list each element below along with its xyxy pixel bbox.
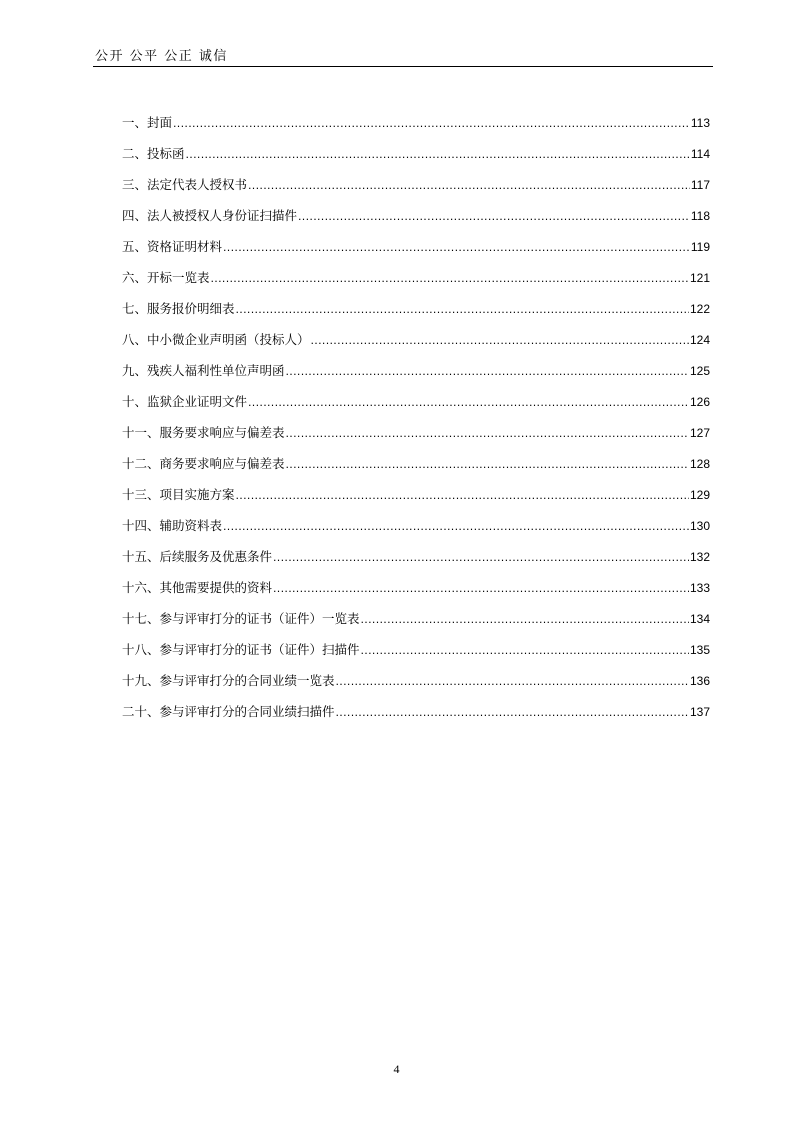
- toc-entry[interactable]: [122, 505, 710, 536]
- toc-entry-page: 137: [689, 705, 710, 719]
- toc-entry-page: 113: [690, 116, 710, 130]
- toc-entry-page: 126: [689, 395, 710, 409]
- toc-dot-leader: [298, 208, 690, 226]
- toc-entry[interactable]: [122, 567, 710, 598]
- toc-entry[interactable]: [122, 102, 710, 133]
- toc-entry-title: 十五、后续服务及优惠条件: [122, 549, 273, 564]
- toc-dot-leader: [273, 580, 689, 598]
- toc-entry-page: 133: [689, 581, 710, 595]
- toc-entry[interactable]: [122, 443, 710, 474]
- toc-entry[interactable]: [122, 660, 710, 691]
- toc-entry[interactable]: [122, 629, 710, 660]
- toc-entry-page: 135: [689, 643, 710, 657]
- toc-dot-leader: [248, 394, 689, 412]
- toc-entry[interactable]: [122, 226, 710, 257]
- toc-dot-leader: [236, 301, 689, 319]
- toc-entry-page: 122: [689, 302, 710, 316]
- toc-dot-leader: [223, 518, 689, 536]
- toc-entry-title: 十三、项目实施方案: [122, 487, 235, 502]
- toc-dot-leader: [336, 704, 689, 722]
- toc-entry-title: 十七、参与评审打分的证书（证件）一览表: [122, 611, 360, 626]
- toc-entry-page: 132: [689, 550, 710, 564]
- toc-entry-title: 十一、服务要求响应与偏差表: [122, 425, 285, 440]
- toc-entry-page: 114: [690, 147, 710, 161]
- toc-entry-title: 十八、参与评审打分的证书（证件）扫描件: [122, 642, 360, 657]
- table-of-contents: [122, 102, 710, 722]
- toc-dot-leader: [286, 425, 689, 443]
- toc-entry-title: 五、资格证明材料: [122, 239, 223, 254]
- toc-entry-page: 125: [689, 364, 710, 378]
- toc-entry-title: 九、残疾人福利性单位声明函: [122, 363, 285, 378]
- toc-entry[interactable]: [122, 412, 710, 443]
- page-number: 4: [393, 1062, 400, 1076]
- toc-entry-page: 124: [689, 333, 710, 347]
- toc-entry-title: 二十、参与评审打分的合同业绩扫描件: [122, 704, 335, 719]
- toc-entry-title: 八、中小微企业声明函（投标人）: [122, 332, 310, 347]
- toc-dot-leader: [211, 270, 689, 288]
- toc-entry-page: 127: [689, 426, 710, 440]
- toc-entry-page: 129: [689, 488, 710, 502]
- toc-dot-leader: [361, 642, 689, 660]
- toc-dot-leader: [223, 239, 690, 257]
- toc-entry-title: 十二、商务要求响应与偏差表: [122, 456, 285, 471]
- toc-entry[interactable]: [122, 257, 710, 288]
- toc-entry[interactable]: [122, 536, 710, 567]
- toc-dot-leader: [236, 487, 689, 505]
- toc-entry[interactable]: [122, 474, 710, 505]
- toc-entry-page: 121: [689, 271, 710, 285]
- toc-entry-title: 四、法人被授权人身份证扫描件: [122, 208, 298, 223]
- toc-entry-title: 十四、辅助资料表: [122, 518, 223, 533]
- toc-entry[interactable]: [122, 164, 710, 195]
- toc-entry[interactable]: [122, 691, 710, 722]
- toc-entry[interactable]: [122, 288, 710, 319]
- toc-entry-title: 十、监狱企业证明文件: [122, 394, 248, 409]
- toc-dot-leader: [311, 332, 689, 350]
- page-header: [93, 44, 713, 67]
- toc-entry-page: 119: [690, 240, 710, 254]
- toc-entry[interactable]: [122, 319, 710, 350]
- toc-dot-leader: [173, 115, 690, 133]
- toc-entry[interactable]: [122, 350, 710, 381]
- toc-entry-title: 七、服务报价明细表: [122, 301, 235, 316]
- toc-dot-leader: [186, 146, 690, 164]
- toc-entry-title: 十九、参与评审打分的合同业绩一览表: [122, 673, 335, 688]
- toc-dot-leader: [336, 673, 689, 691]
- toc-entry-page: 130: [689, 519, 710, 533]
- toc-entry-page: 136: [689, 674, 710, 688]
- header-motto: 公开 公平 公正 诚信: [95, 49, 228, 64]
- toc-entry-title: 十六、其他需要提供的资料: [122, 580, 273, 595]
- toc-entry-title: 六、开标一览表: [122, 270, 210, 285]
- toc-dot-leader: [286, 363, 689, 381]
- toc-entry-title: 一、封面: [122, 115, 173, 130]
- toc-entry-page: 118: [690, 209, 710, 223]
- toc-entry-title: 三、法定代表人授权书: [122, 177, 248, 192]
- toc-entry-title: 二、投标函: [122, 146, 185, 161]
- toc-entry[interactable]: [122, 195, 710, 226]
- toc-entry[interactable]: [122, 133, 710, 164]
- toc-dot-leader: [248, 177, 690, 195]
- toc-dot-leader: [273, 549, 689, 567]
- toc-entry-page: 128: [689, 457, 710, 471]
- toc-dot-leader: [361, 611, 689, 629]
- toc-entry[interactable]: [122, 598, 710, 629]
- toc-entry-page: 117: [690, 178, 710, 192]
- toc-dot-leader: [286, 456, 689, 474]
- toc-entry-page: 134: [689, 612, 710, 626]
- toc-entry[interactable]: [122, 381, 710, 412]
